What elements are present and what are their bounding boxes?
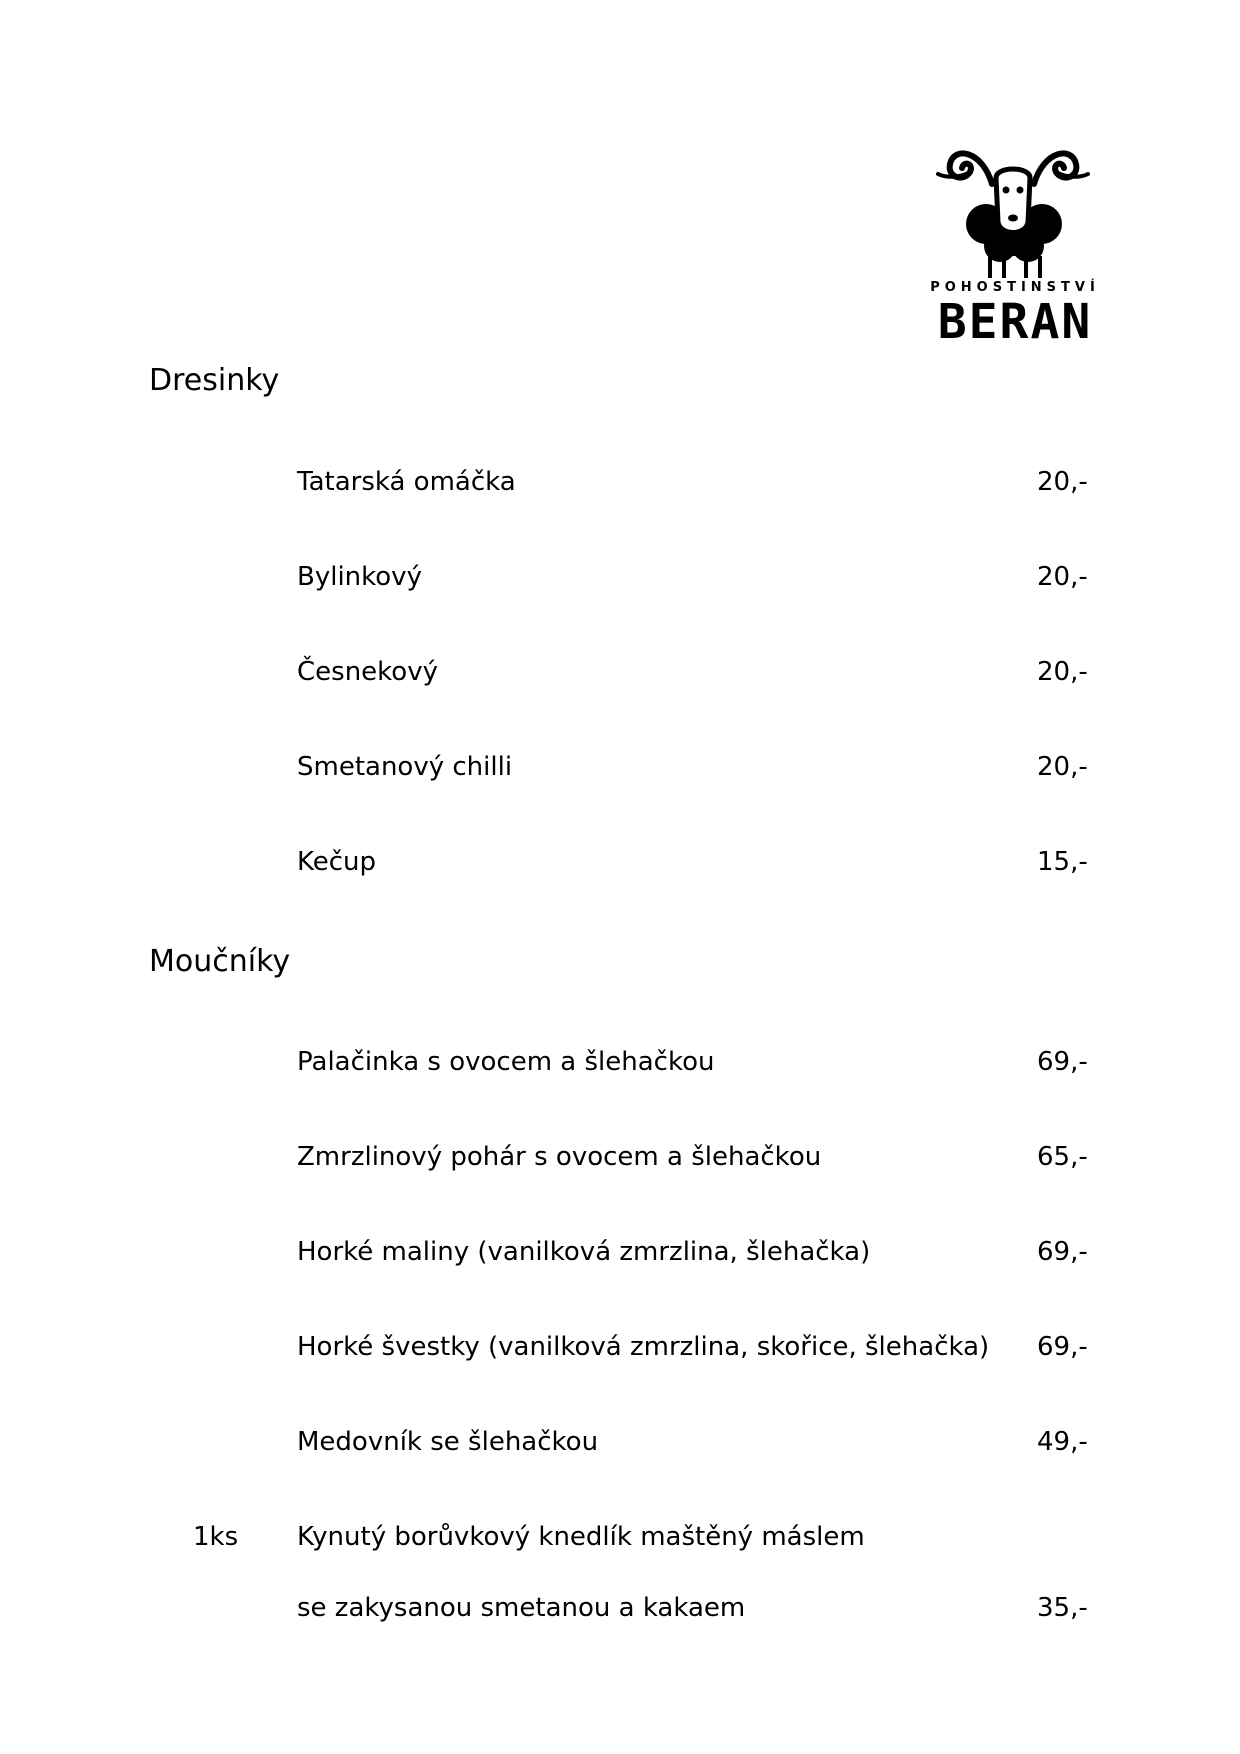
menu-item-name: Kynutý borůvkový knedlík maštěný máslem <box>297 1522 865 1552</box>
menu-item-price: 69,- <box>1037 1332 1088 1362</box>
ram-icon <box>930 138 1100 278</box>
menu-item-price: 69,- <box>1037 1047 1088 1077</box>
section-title-dresinky: Dresinky <box>149 363 280 398</box>
menu-item-name: Kečup <box>297 847 377 877</box>
menu-item-price: 20,- <box>1037 562 1088 592</box>
menu-item-name: Bylinkový <box>297 562 422 592</box>
menu-item-name: Tatarská omáčka <box>297 467 516 497</box>
menu-item-name: Zmrzlinový pohár s ovocem a šlehačkou <box>297 1142 822 1172</box>
logo <box>930 138 1100 360</box>
menu-item-price: 65,- <box>1037 1142 1088 1172</box>
menu-item-price: 15,- <box>1037 847 1088 877</box>
menu-item-name-line2: se zakysanou smetanou a kakaem <box>297 1593 746 1623</box>
menu-item-name: Horké maliny (vanilková zmrzlina, šlehačka) <box>297 1237 871 1267</box>
menu-item-quantity: 1ks <box>193 1522 239 1552</box>
menu-item-name: Smetanový chilli <box>297 752 513 782</box>
section-title-moucniky: Moučníky <box>149 944 291 979</box>
menu-item-name: Česnekový <box>297 657 438 687</box>
menu-item-name: Palačinka s ovocem a šlehačkou <box>297 1047 715 1077</box>
menu-item-price: 69,- <box>1037 1237 1088 1267</box>
menu-item-price: 35,- <box>1037 1593 1088 1623</box>
menu-item-price: 20,- <box>1037 752 1088 782</box>
logo-name: BERAN <box>937 294 1093 350</box>
menu-item-name: Horké švestky (vanilková zmrzlina, skořice, šlehačka) <box>297 1332 990 1362</box>
menu-item-price: 49,- <box>1037 1427 1088 1457</box>
logo-subtitle: POHOSTINSTVÍ <box>930 280 1100 295</box>
menu-item-name: Medovník se šlehačkou <box>297 1427 599 1457</box>
menu-item-price: 20,- <box>1037 467 1088 497</box>
menu-item-price: 20,- <box>1037 657 1088 687</box>
